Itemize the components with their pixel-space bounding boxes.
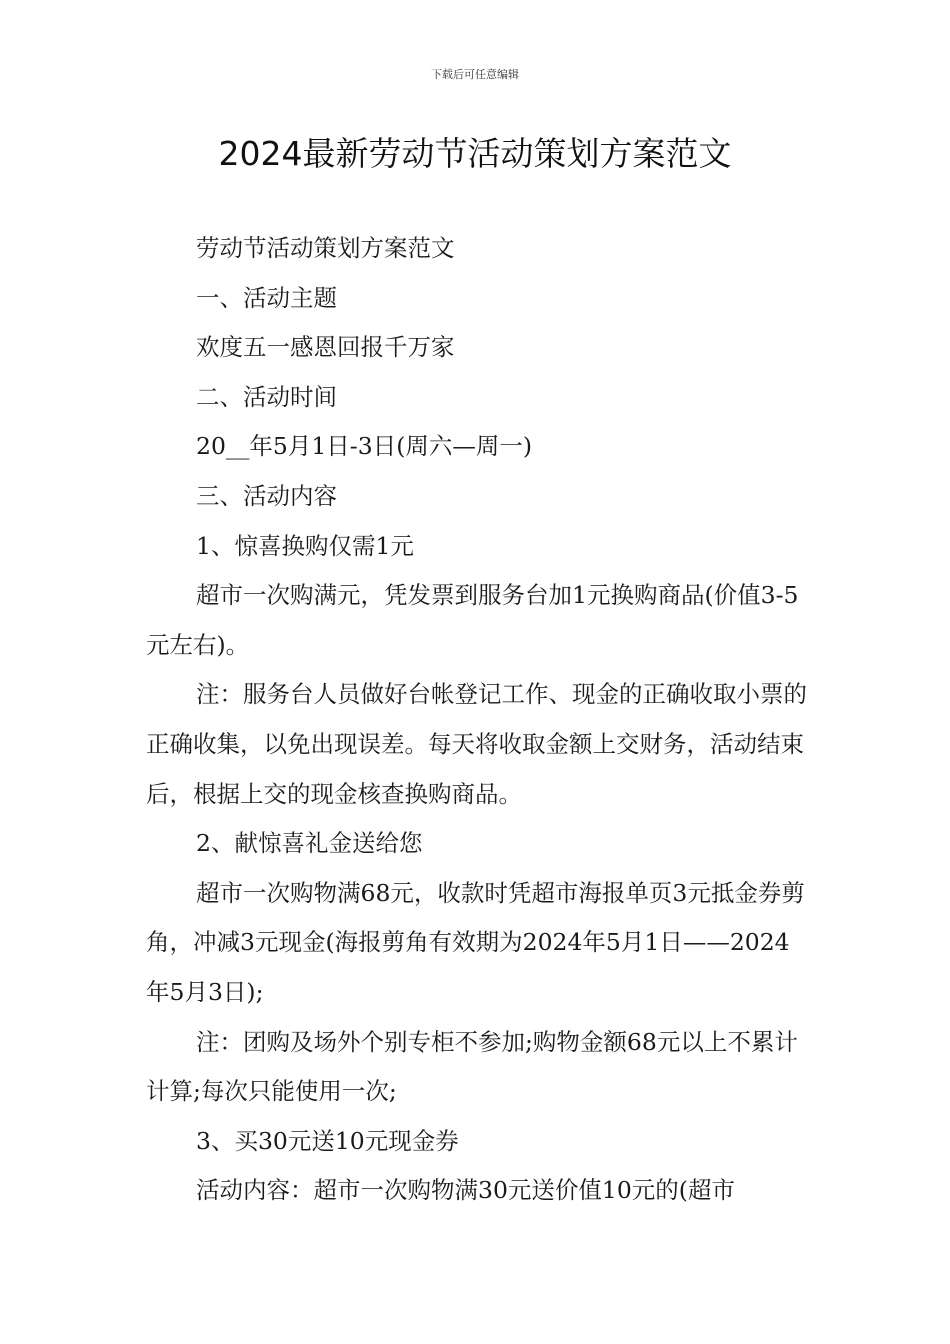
section-heading: 二、活动时间 <box>196 382 337 411</box>
subsection-heading: 2、献惊喜礼金送给您 <box>196 829 423 858</box>
paragraph: 超市一次购满元，凭发票到服务台加1元换购商品(价值3-5元左右)。 <box>146 581 799 659</box>
section-heading: 三、活动内容 <box>196 481 337 510</box>
subsection-heading: 3、买30元送10元现金券 <box>196 1126 459 1155</box>
document-title: 2024最新劳动节活动策划方案范文 <box>218 134 732 173</box>
section-heading: 一、活动主题 <box>196 283 337 312</box>
paragraph: 20__年5月1日-3日(周六—周一) <box>196 432 533 461</box>
note-paragraph: 注：服务台人员做好台帐登记工作、现金的正确收取小票的正确收集，以免出现误差。每天将收取金额上交财务，活动结束后，根据上交的现金核查换购商品。 <box>146 680 807 808</box>
paragraph: 劳动节活动策划方案范文 <box>196 234 455 262</box>
paragraph: 超市一次购物满68元，收款时凭超市海报单页3元抵金券剪角，冲减3元现金(海报剪角有效期为2024年5月1日——2024年5月3日); <box>146 878 805 1006</box>
document-body <box>146 224 810 1216</box>
subsection-heading: 1、惊喜换购仅需1元 <box>196 531 414 560</box>
paragraph: 活动内容：超市一次购物满30元送价值10元的(超市 <box>196 1176 735 1205</box>
note-paragraph: 注：团购及场外个别专柜不参加;购物金额68元以上不累计计算;每次只能使用一次; <box>146 1027 798 1106</box>
paragraph: 欢度五一感恩回报千万家 <box>196 333 455 362</box>
header-note: 下载后可任意编辑 <box>431 68 519 81</box>
